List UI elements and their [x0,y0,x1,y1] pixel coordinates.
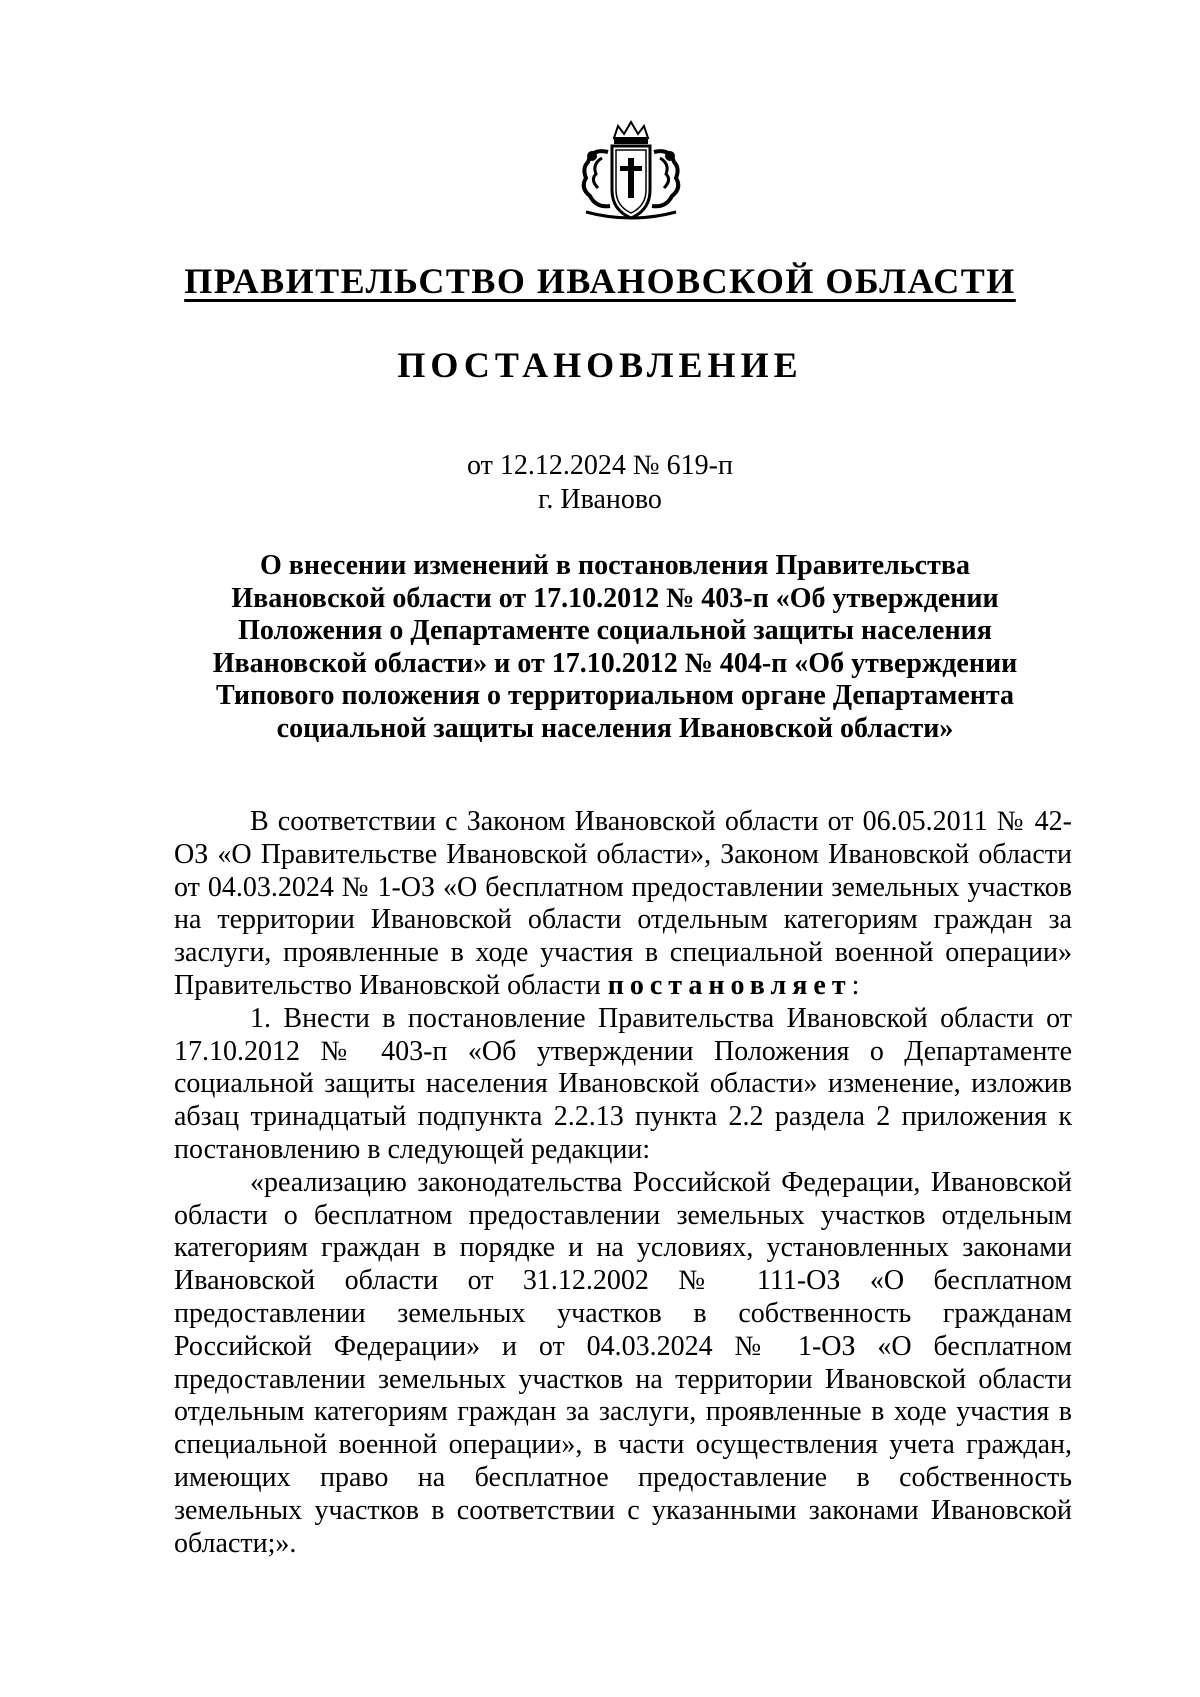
organization-heading [0,260,1200,302]
document-type-heading: ПОСТАНОВЛЕНИЕ [397,345,803,385]
coat-of-arms-icon [562,118,700,224]
quoted-amendment-paragraph: «реализацию законодательства Российской Федерации, Ивановской области о бесплатном предоставлении земельных участков отдельным категориям граждан в порядке и на условиях, установленных законами Ивановской области от 31.12.2002 № 111-ОЗ «О бесплатном предоставлении земельных участков в собственность гражданам Российской Федерации» и от 04.03.2024 № 1-ОЗ «О бесплатном предоставлении земельных участков на территории Ивановской области отдельным категориям граждан за заслуги, проявленные в ходе участия в специальной военной операции», в части осуществления учета граждан, имеющих право на бесплатное предоставление в собственность земельных участков в соответствии с указанными законами Ивановской области;». [174,1166,1072,1559]
document-body [174,806,1072,1560]
item-1-paragraph: 1. Внести в постановление Правительства Ивановской области от 17.10.2012 № 403-п «Об утверждении Положения о Департаменте социальной защиты населения Ивановской области» изменение, изложив абзац тринадцатый подпункта 2.2.13 пункта 2.2 раздела 2 приложения к постановлению в следующей редакции: [174,1002,1072,1165]
document-title: О внесении изменений в постановления Правительства Ивановской области от 17.10.2012 № 403-п «Об утверждении Положения о Департаменте социальной защиты населения Ивановской области» и от 17.10.2012 № 404-п «Об утверждении Типового положения о территориальном органе Департамента социальной защиты населения Ивановской области» [212,550,1018,744]
decree-word: постановляет [607,969,852,1001]
preamble-paragraph [174,806,1072,1003]
organization-heading-text: ПРАВИТЕЛЬСТВО ИВАНОВСКОЙ ОБЛАСТИ [184,261,1016,301]
preamble-text: В соответствии с Законом Ивановской области от 06.05.2011 № 42-ОЗ «О Правительстве Ивановской области», Законом Ивановской области от 04.03.2024 № 1-ОЗ «О бесплатном предоставлении земельных участков на территории Ивановской области отдельным категориям граждан за заслуги, проявленные в ходе участия в специальной военной операции» Правительство Ивановской области [174,806,1072,1001]
decree-colon: : [851,969,860,1001]
document-date-number: от 12.12.2024 № 619-п [467,450,733,481]
document-city: г. Иваново [538,484,662,515]
